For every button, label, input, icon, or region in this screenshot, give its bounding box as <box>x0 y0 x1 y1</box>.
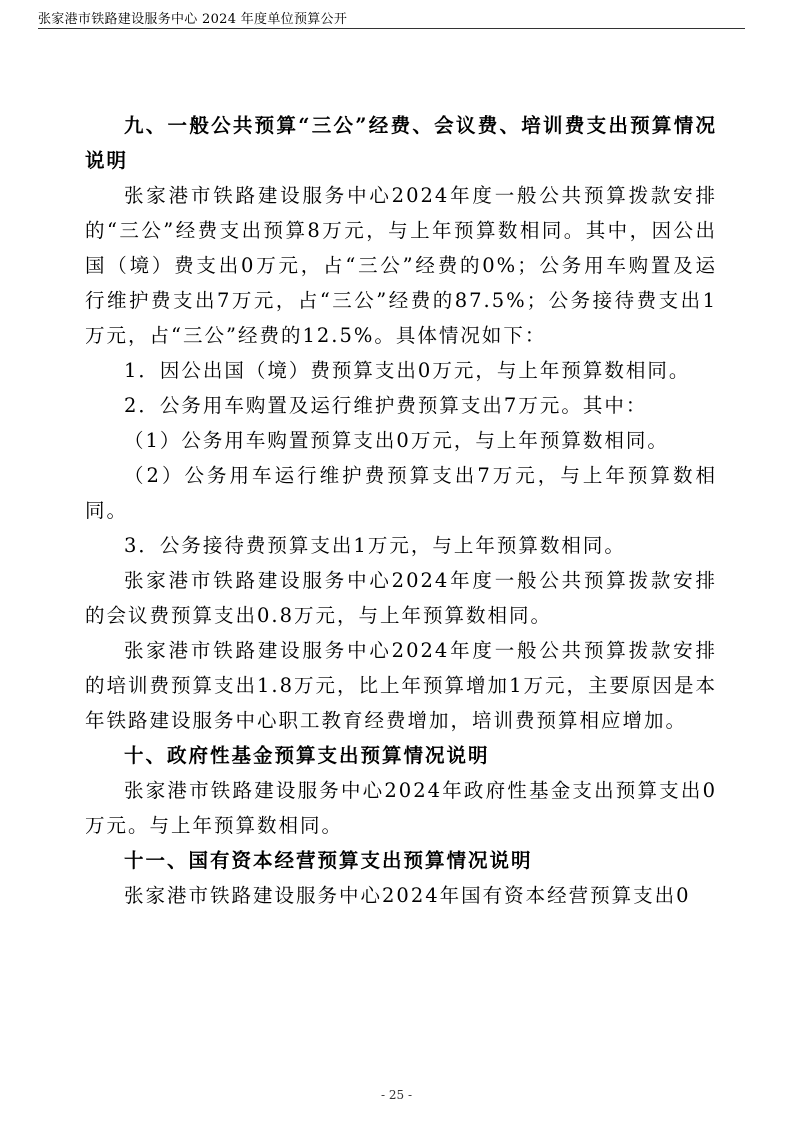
document-body <box>85 108 717 913</box>
page-header: 张家港市铁路建设服务中心 2024 年度单位预算公开 <box>38 12 348 27</box>
paragraph: 张家港市铁路建设服务中心2024年国有资本经营预算支出0 <box>124 884 691 907</box>
header-divider <box>38 28 745 29</box>
sub-item-2: （2）公务用车运行维护费预算支出7万元，与上年预算数相同。 <box>85 464 717 522</box>
section-heading-11: 十一、国有资本经营预算支出预算情况说明 <box>124 849 533 872</box>
sub-item-1: （1）公务用车购置预算支出0万元，与上年预算数相同。 <box>124 429 669 452</box>
list-item-3: 3．公务接待费预算支出1万元，与上年预算数相同。 <box>124 534 626 557</box>
list-item-1: 1．因公出国（境）费预算支出0万元，与上年预算数相同。 <box>124 359 691 382</box>
list-item-2: 2．公务用车购置及运行维护费预算支出7万元。其中： <box>124 394 648 417</box>
paragraph: 张家港市铁路建设服务中心2024年度一般公共预算拨款安排的会议费预算支出0.8万元，与上年预算数相同。 <box>85 569 717 627</box>
paragraph: 张家港市铁路建设服务中心2024年度一般公共预算拨款安排的“三公”经费支出预算8万元，与上年预算数相同。其中，因公出国（境）费支出0万元，占“三公”经费的0%；公务用车购置及运行维护费支出7万元，占“三公”经费的87.5%；公务接待费支出1万元，占“三公”经费的12.5%。具体情况如下： <box>85 184 717 347</box>
paragraph: 张家港市铁路建设服务中心2024年度一般公共预算拨款安排的培训费预算支出1.8万元，比上年预算增加1万元，主要原因是本年铁路建设服务中心职工教育经费增加，培训费预算相应增加。 <box>85 639 717 732</box>
section-heading-9: 九、一般公共预算“三公”经费、会议费、培训费支出预算情况说明 <box>85 114 717 172</box>
paragraph: 张家港市铁路建设服务中心2024年政府性基金支出预算支出0万元。与上年预算数相同。 <box>85 779 717 837</box>
page-number: - 25 - <box>380 1088 412 1102</box>
section-heading-10: 十、政府性基金预算支出预算情况说明 <box>124 744 490 767</box>
